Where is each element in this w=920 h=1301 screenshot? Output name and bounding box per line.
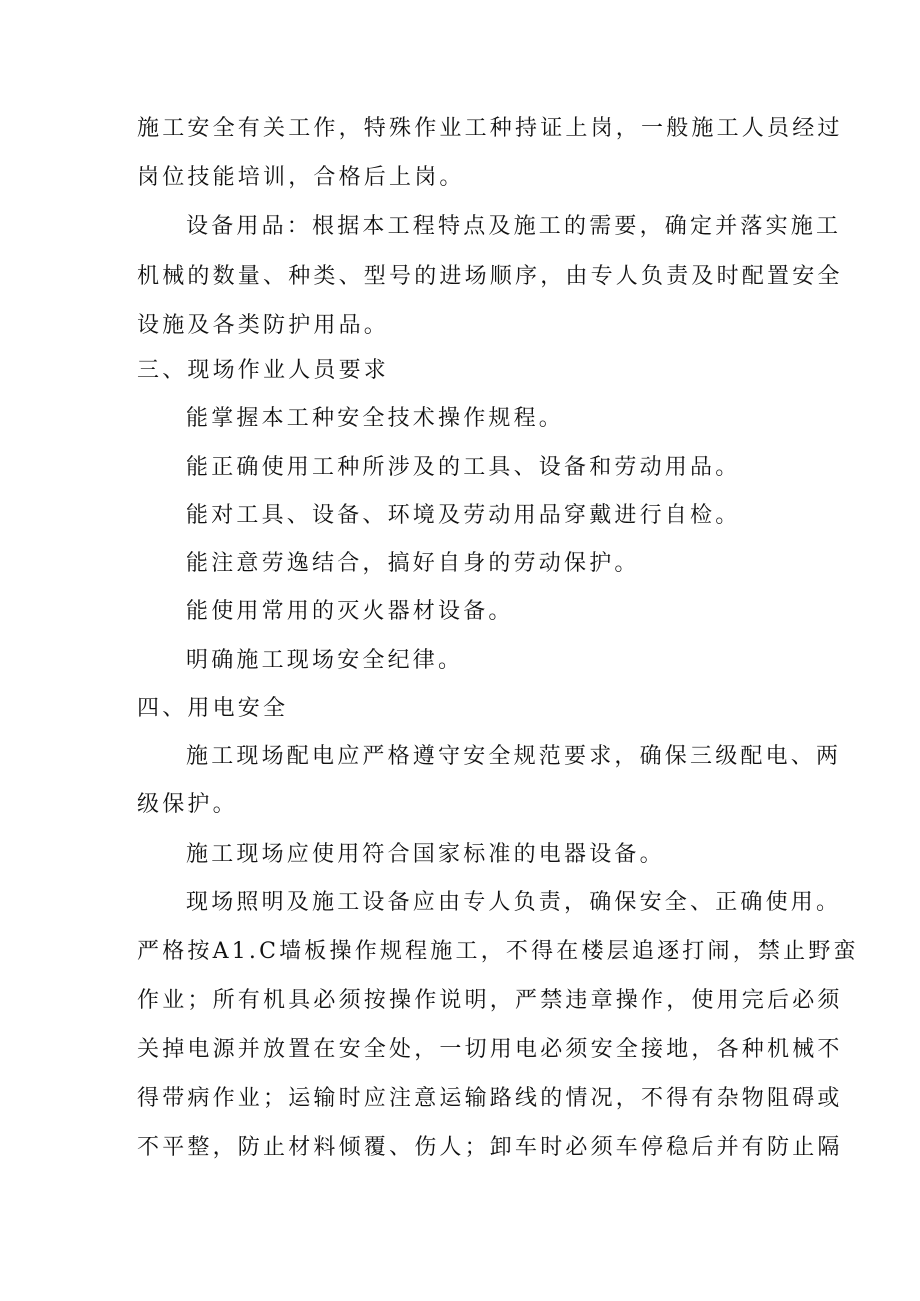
list-item: 能掌握本工种安全技术操作规程。 [186,406,565,431]
paragraph-line: 施工安全有关工作，特殊作业工种持证上岗，一般施工人员经过 [137,116,843,141]
section-heading: 三、现场作业人员要求 [137,358,390,383]
paragraph-line: 现场照明及施工设备应由专人负责，确保安全、正确使用。 [186,890,842,915]
list-item: 能正确使用工种所涉及的工具、设备和劳动用品。 [186,455,741,480]
paragraph-line: 关掉电源并放置在安全处，一切用电必须安全接地，各种机械不 [137,1037,843,1062]
paragraph-line: 施工现场配电应严格遵守安全规范要求，确保三级配电、两 [186,744,842,769]
list-item: 明确施工现场安全纪律。 [186,648,464,673]
paragraph-line: 严格按A1.C墙板操作规程施工，不得在楼层追逐打闹，禁止野蛮 [137,939,859,964]
paragraph-line: 不平整，防止材料倾覆、伤人；卸车时必须车停稳后并有防止隔 [137,1135,843,1160]
section-heading: 四、用电安全 [137,696,289,721]
paragraph-line: 机械的数量、种类、型号的进场顺序，由专人负责及时配置安全 [137,264,843,289]
paragraph-line: 得带病作业；运输时应注意运输路线的情况，不得有杂物阻碍或 [137,1086,843,1111]
paragraph-line: 施工现场应使用符合国家标准的电器设备。 [186,842,665,867]
list-item: 能注意劳逸结合，搞好自身的劳动保护。 [186,551,640,576]
paragraph-line: 设施及各类防护用品。 [137,313,390,338]
list-item: 能对工具、设备、环境及劳动用品穿戴进行自检。 [186,503,741,528]
paragraph-line: 设备用品：根据本工程特点及施工的需要，确定并落实施工 [186,214,842,239]
paragraph-line: 岗位技能培训，合格后上岗。 [137,165,465,190]
paragraph-line: 级保护。 [137,792,238,817]
list-item: 能使用常用的灭火器材设备。 [186,599,514,624]
paragraph-line: 作业；所有机具必须按操作说明，严禁违章操作，使用完后必须 [137,988,843,1013]
